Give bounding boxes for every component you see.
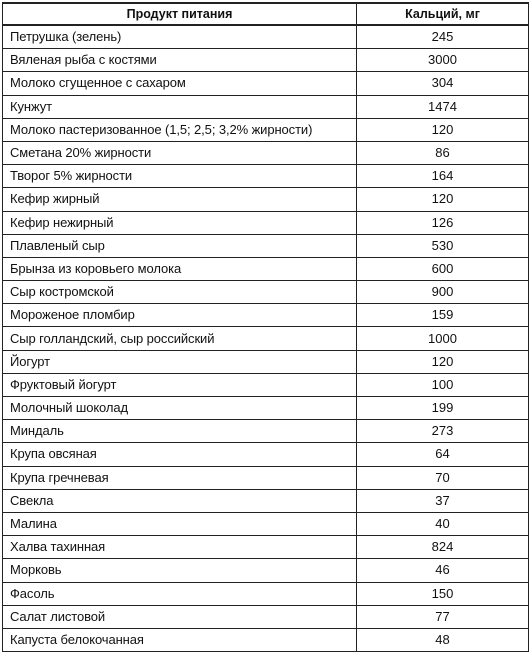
table-row [3, 327, 529, 350]
table-row [3, 257, 529, 280]
table-row [3, 25, 529, 49]
header-row [3, 3, 529, 25]
table-row [3, 628, 529, 651]
header-product: Продукт питания [3, 3, 357, 25]
table-row [3, 211, 529, 234]
table-row [3, 188, 529, 211]
product-name-cell: Молочный шоколад [3, 397, 357, 420]
calcium-value-cell: 126 [357, 211, 529, 234]
table-row [3, 141, 529, 164]
table-row [3, 281, 529, 304]
table-row [3, 95, 529, 118]
table-header [3, 3, 529, 25]
calcium-value-cell: 46 [357, 559, 529, 582]
product-name-cell: Малина [3, 512, 357, 535]
table-row [3, 512, 529, 535]
product-name-cell: Молоко пастеризованное (1,5; 2,5; 3,2% жирности) [3, 118, 357, 141]
calcium-value-cell: 120 [357, 350, 529, 373]
calcium-value-cell: 64 [357, 443, 529, 466]
table-row [3, 559, 529, 582]
product-name-cell: Кефир жирный [3, 188, 357, 211]
table-row [3, 72, 529, 95]
calcium-value-cell: 40 [357, 512, 529, 535]
product-name-cell: Брынза из коровьего молока [3, 257, 357, 280]
calcium-value-cell: 120 [357, 118, 529, 141]
product-name-cell: Фруктовый йогурт [3, 373, 357, 396]
calcium-value-cell: 77 [357, 605, 529, 628]
product-name-cell: Сметана 20% жирности [3, 141, 357, 164]
table-row [3, 373, 529, 396]
table-row [3, 165, 529, 188]
calcium-value-cell: 164 [357, 165, 529, 188]
table-row [3, 350, 529, 373]
calcium-value-cell: 100 [357, 373, 529, 396]
calcium-value-cell: 600 [357, 257, 529, 280]
header-calcium: Кальций, мг [357, 3, 529, 25]
calcium-value-cell: 70 [357, 466, 529, 489]
product-name-cell: Фасоль [3, 582, 357, 605]
calcium-value-cell: 150 [357, 582, 529, 605]
product-name-cell: Миндаль [3, 420, 357, 443]
product-name-cell: Вяленая рыба с костями [3, 49, 357, 72]
calcium-value-cell: 199 [357, 397, 529, 420]
calcium-value-cell: 273 [357, 420, 529, 443]
calcium-value-cell: 159 [357, 304, 529, 327]
product-name-cell: Мороженое пломбир [3, 304, 357, 327]
table-row [3, 466, 529, 489]
product-name-cell: Крупа овсяная [3, 443, 357, 466]
product-name-cell: Сыр костромской [3, 281, 357, 304]
table-row [3, 234, 529, 257]
product-name-cell: Сыр голландский, сыр российский [3, 327, 357, 350]
table-row [3, 582, 529, 605]
table-row [3, 397, 529, 420]
calcium-table [2, 2, 529, 652]
calcium-value-cell: 1000 [357, 327, 529, 350]
calcium-value-cell: 304 [357, 72, 529, 95]
calcium-value-cell: 900 [357, 281, 529, 304]
table-body [3, 25, 529, 652]
product-name-cell: Йогурт [3, 350, 357, 373]
product-name-cell: Салат листовой [3, 605, 357, 628]
product-name-cell: Халва тахинная [3, 536, 357, 559]
calcium-value-cell: 245 [357, 25, 529, 49]
table-row [3, 49, 529, 72]
product-name-cell: Морковь [3, 559, 357, 582]
product-name-cell: Плавленый сыр [3, 234, 357, 257]
calcium-value-cell: 37 [357, 489, 529, 512]
product-name-cell: Кефир нежирный [3, 211, 357, 234]
product-name-cell: Свекла [3, 489, 357, 512]
calcium-value-cell: 530 [357, 234, 529, 257]
calcium-value-cell: 48 [357, 628, 529, 651]
product-name-cell: Творог 5% жирности [3, 165, 357, 188]
calcium-value-cell: 120 [357, 188, 529, 211]
calcium-value-cell: 824 [357, 536, 529, 559]
table-row [3, 605, 529, 628]
table-row [3, 304, 529, 327]
table-row [3, 443, 529, 466]
calcium-value-cell: 3000 [357, 49, 529, 72]
product-name-cell: Кунжут [3, 95, 357, 118]
product-name-cell: Петрушка (зелень) [3, 25, 357, 49]
product-name-cell: Крупа гречневая [3, 466, 357, 489]
table-row [3, 536, 529, 559]
calcium-value-cell: 86 [357, 141, 529, 164]
product-name-cell: Капуста белокочанная [3, 628, 357, 651]
product-name-cell: Молоко сгущенное с сахаром [3, 72, 357, 95]
table-row [3, 420, 529, 443]
table-row [3, 118, 529, 141]
calcium-value-cell: 1474 [357, 95, 529, 118]
table-row [3, 489, 529, 512]
